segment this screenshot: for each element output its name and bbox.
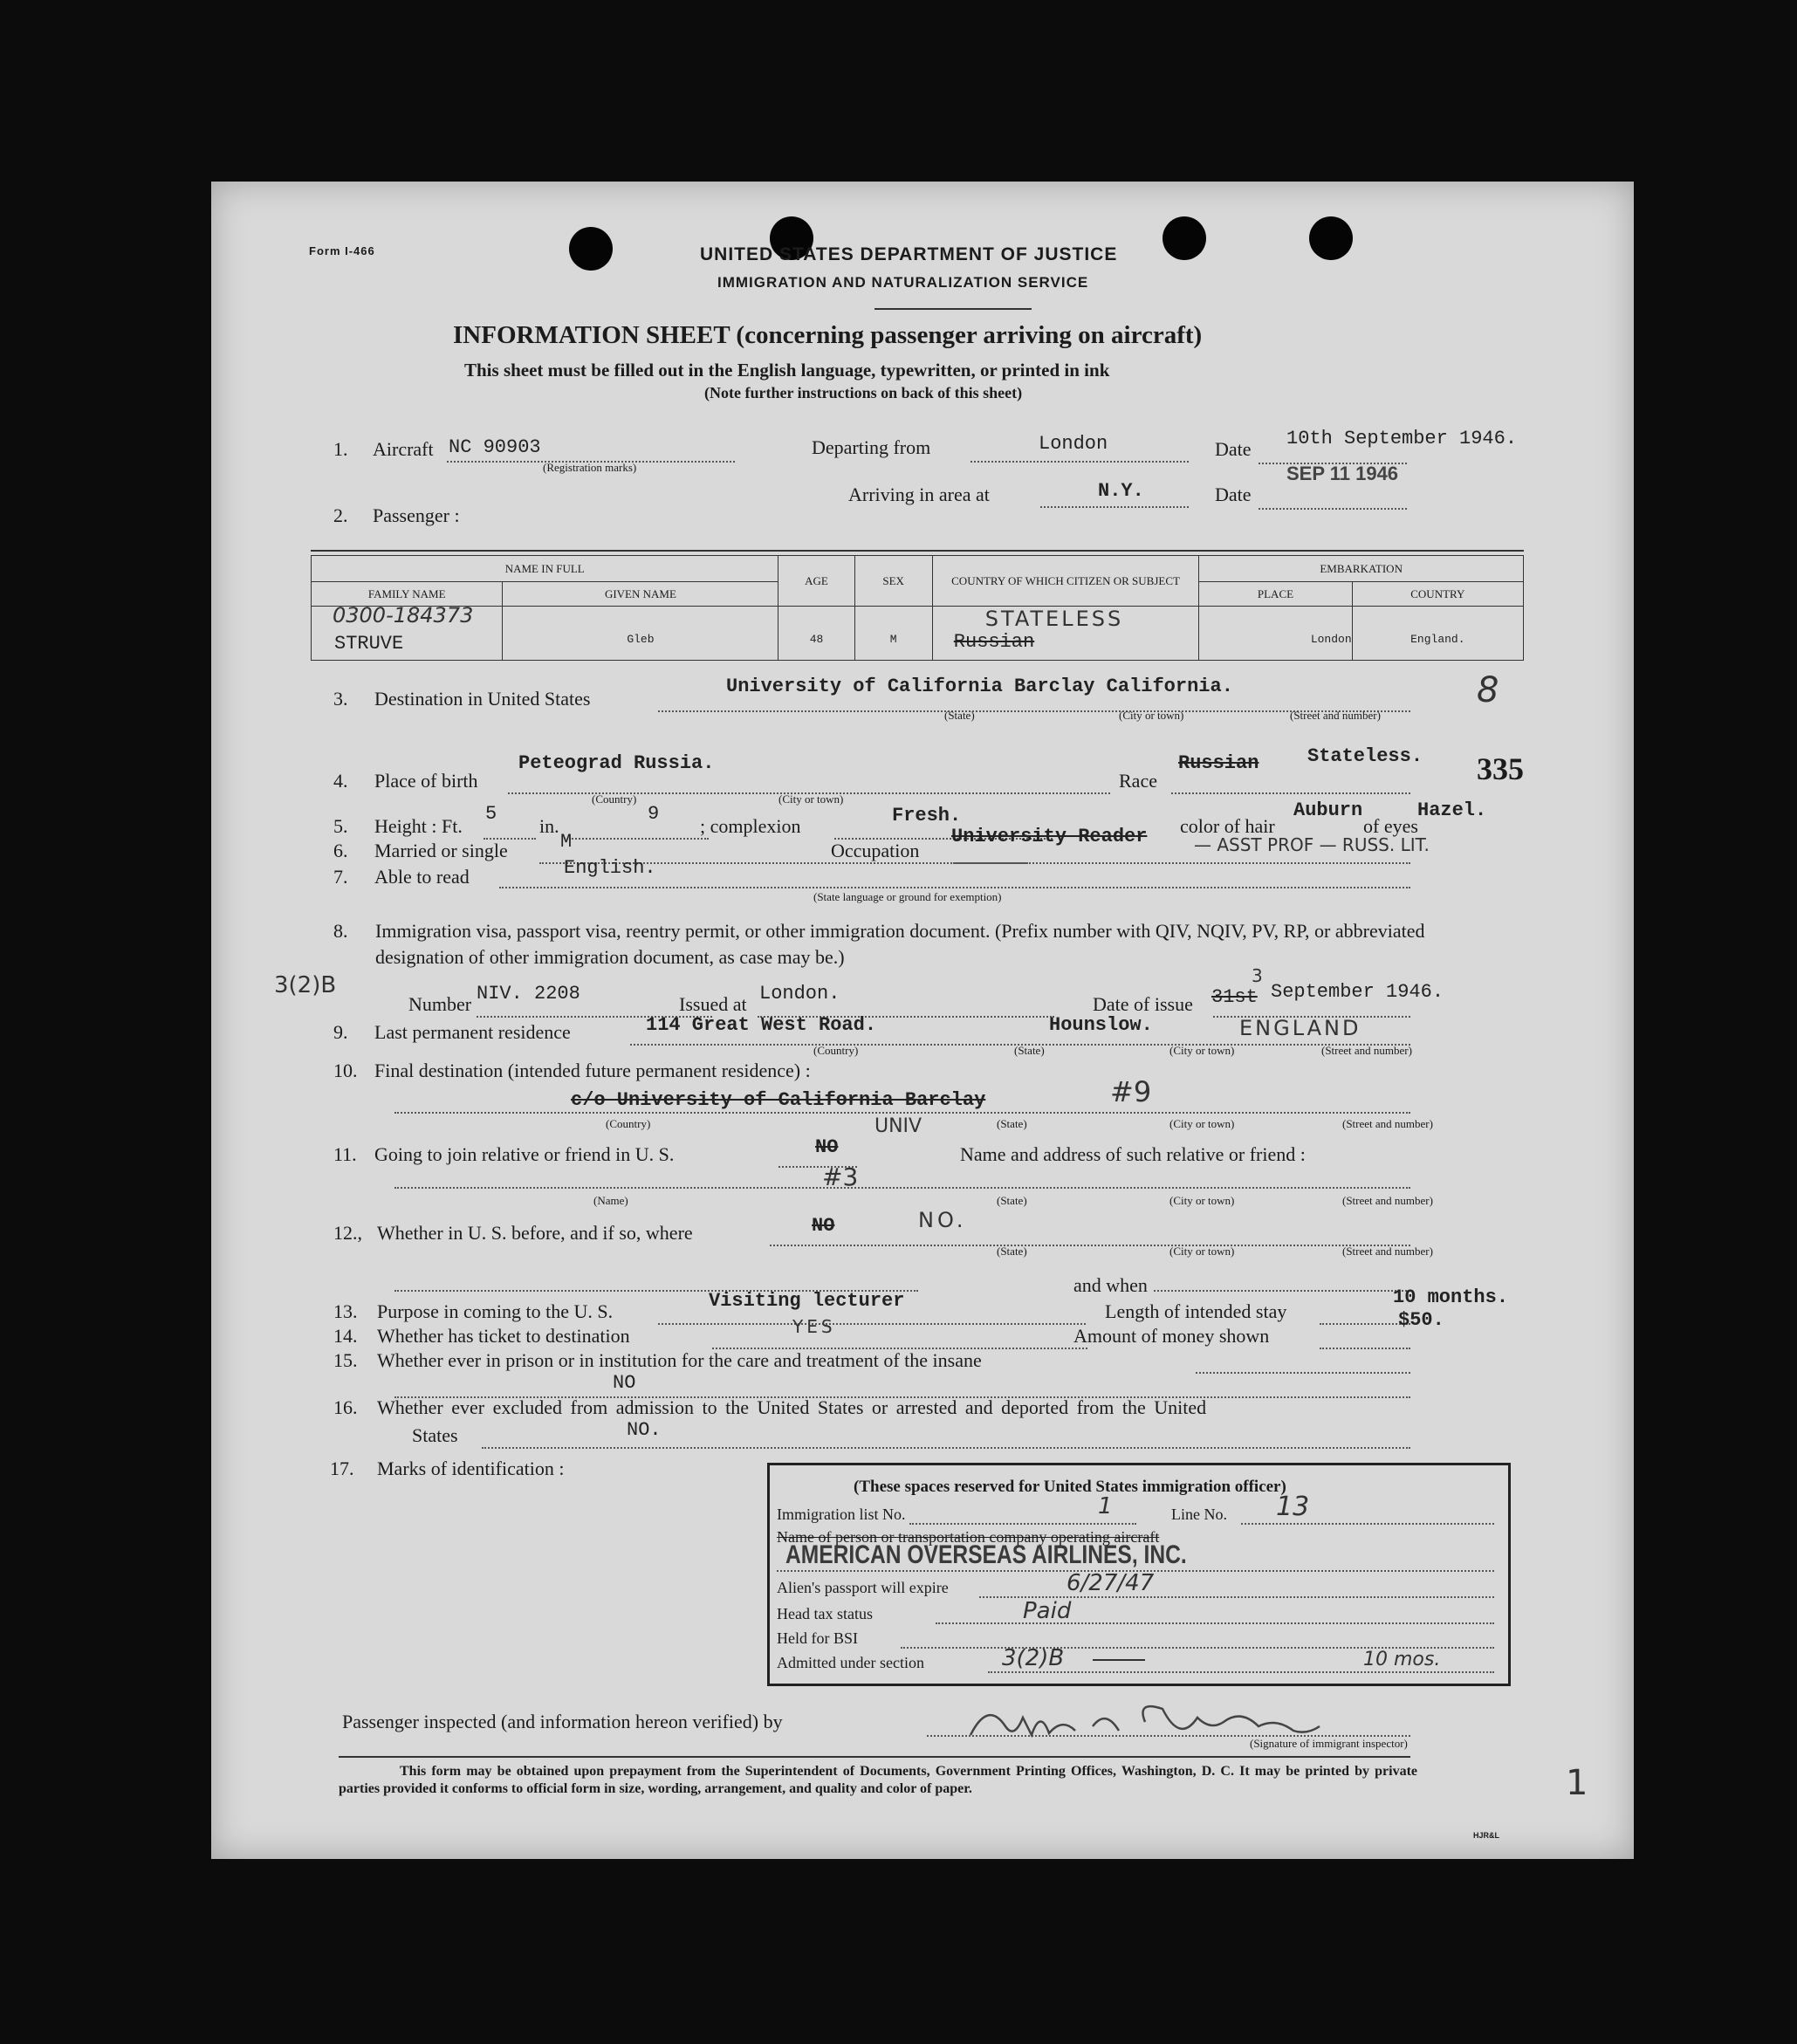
field-line [1259,508,1407,510]
issue-date-label: Date of issue [1093,993,1193,1015]
field-line [1040,506,1189,508]
caption: (City or town) [1119,709,1184,722]
race-value: Stateless. [1307,745,1423,767]
header-country: COUNTRY [1352,582,1523,607]
marks-label: Marks of identification : [377,1458,565,1479]
prison-value: NO [613,1372,636,1394]
caption: (State) [997,1194,1027,1207]
caption: (Street and number) [1321,1044,1412,1057]
item-number: 13. [333,1300,358,1322]
visa-number-label: Number [408,993,472,1015]
residence-city-value: Hounslow. [1049,1014,1153,1036]
header-family-name: FAMILY NAME [312,582,503,607]
header-embarkation: EMBARKATION [1199,556,1524,582]
passport-expire-value: 6/27/47 [1067,1570,1155,1596]
header-age: AGE [778,556,854,607]
residence-value: 114 Great West Road. [646,1014,877,1036]
side-mark: 1 [1566,1763,1588,1803]
caption: (Country) [813,1044,859,1057]
race-label: Race [1119,770,1157,792]
caption: (City or town) [1169,1245,1235,1258]
hair-label: color of hair [1180,815,1275,837]
age-value: 48 [778,607,854,661]
read-label: Able to read [374,866,470,888]
header-given-name: GIVEN NAME [503,582,778,607]
section-label: Admitted under section [777,1654,924,1671]
field-line [953,862,1410,864]
field-line [1241,1523,1494,1525]
stay-label: Length of intended stay [1105,1300,1287,1322]
punch-hole [569,227,613,271]
married-value: M [560,831,573,853]
height-inches-value: 9 [648,803,660,825]
field-line [936,1622,1494,1624]
caption: (State) [997,1245,1027,1258]
company-label: Name of person or transportation company operating aircraft [777,1528,1160,1546]
header-name-in-full: NAME IN FULL [312,556,778,582]
join-label: Going to join relative or friend in U. S. [374,1143,675,1165]
caption: (City or town) [778,792,844,806]
date-label: Date [1215,438,1252,460]
table-rule [311,550,1524,552]
field-line [658,1323,1086,1325]
purpose-label: Purpose in coming to the U. S. [377,1300,614,1322]
caption: (Country) [592,792,637,806]
inches-label: in. [539,815,559,837]
item-number: 2. [333,504,348,526]
page-title: INFORMATION SHEET (concerning passenger arriving on aircraft) [453,321,1203,349]
item-number: 4. [333,770,348,792]
caption: (Signature of immigrant inspector) [1250,1737,1408,1750]
caption: (City or town) [1169,1117,1235,1130]
caption: (Street and number) [1342,1117,1433,1130]
item-number: 10. [333,1060,358,1081]
family-name-cell [312,603,503,661]
service-line: IMMIGRATION AND NATURALIZATION SERVICE [717,274,1089,291]
item-number: 16. [333,1396,358,1418]
before-label: Whether in U. S. before, and if so, where [377,1222,693,1244]
item-number: 6. [333,840,348,861]
destination-value: University of California Barclay California. [726,676,1233,697]
residence-handwritten: ENGLAND [1239,1016,1361,1040]
birth-label: Place of birth [374,770,478,792]
ticket-value: YES [792,1316,836,1337]
aircraft-label: Aircraft [373,438,434,460]
complexion-value: Fresh. [892,805,962,827]
officer-box [767,1463,1511,1686]
item-number: 14. [333,1325,358,1347]
hair-value: Auburn [1293,799,1363,821]
before-struck: NO [812,1215,835,1237]
caption: (City or town) [1169,1044,1235,1057]
occupation-handwritten: — ASST PROF — RUSS. LIT. [1194,834,1430,855]
height-feet-value: 5 [485,803,497,825]
excluded-label-cont: States [412,1424,458,1446]
citizen-handwritten: STATELESS [984,607,1124,631]
final-destination-handwritten: #9 [1110,1075,1152,1108]
field-line [569,838,709,840]
field-line [988,1671,1494,1673]
residence-label: Last permanent residence [374,1021,571,1043]
line-number-label: Line No. [1171,1506,1227,1523]
field-line [1320,1348,1410,1349]
field-line [971,461,1189,463]
caption: (State) [997,1117,1027,1130]
date-label: Date [1215,484,1252,505]
aircraft-value: NC 90903 [449,436,541,458]
inspected-label: Passenger inspected (and information hereon verified) by [342,1711,783,1732]
section-note: 10 mos. [1363,1649,1441,1670]
birth-value: Peteograd Russia. [518,752,715,774]
family-name-value: STRUVE [334,633,404,655]
issued-at-value: London. [759,983,840,1005]
visa-label: Immigration visa, passport visa, reentry permit, or other immigration document. (Prefix number with QIV, NQIV, PV, RP, or abbreviated designation of other immigration document, as case may be.) [375,920,1425,968]
caption: (Street and number) [1342,1245,1433,1258]
item-number: 7. [333,866,348,888]
purpose-value: Visiting lecturer [709,1290,905,1312]
punch-hole [1309,216,1353,260]
list-number-label: Immigration list No. [777,1506,906,1523]
form-number: Form I-466 [309,244,375,257]
caption: (State) [944,709,975,722]
form-sheet [211,182,1634,1859]
passenger-label: Passenger : [373,504,460,526]
subtitle: This sheet must be filled out in the English language, typewritten, or printed in ink [464,360,1110,381]
footer-rule [339,1756,1410,1758]
field-line [1320,1323,1410,1325]
item-number: 15. [333,1349,358,1371]
field-line [482,1447,1410,1449]
field-line [394,1187,1410,1189]
section-value: 3(2)B [1002,1645,1065,1671]
caption: (Street and number) [1342,1194,1433,1207]
relative-friend-label: Name and address of such relative or friend : [960,1143,1306,1165]
item-number: 17. [330,1458,354,1479]
field-line [1196,1372,1410,1374]
line-number-value: 13 [1276,1492,1310,1522]
join-struck: NO [815,1136,839,1158]
file-number: 0300-184373 [333,603,474,628]
eyes-value: Hazel. [1417,799,1487,821]
country-citizen-cell [932,607,1199,661]
race-struck: Russian [1178,752,1259,774]
arriving-value: N.Y. [1098,480,1144,502]
given-name-value: Gleb [503,607,778,661]
money-label: Amount of money shown [1073,1325,1270,1347]
departing-value: London [1039,433,1108,455]
issue-date-value: September 1946. [1271,981,1444,1003]
punch-hole [1163,216,1206,260]
issued-at-label: Issued at [679,993,747,1015]
join-handwritten: UNIV [874,1115,923,1137]
printer-mark: HJR&L [1473,1831,1500,1840]
ticket-label: Whether has ticket to destination [377,1325,630,1347]
sex-value: M [854,607,932,661]
caption: (Name) [593,1194,628,1207]
item-number: 8. [333,920,348,942]
departing-label: Departing from [812,436,931,458]
eyes-label: of eyes [1363,815,1418,837]
issue-date-handwritten: 3 [1252,965,1263,986]
stay-value: 10 months. [1393,1286,1509,1308]
passport-expire-label: Alien's passport will expire [777,1579,949,1596]
passenger-table [311,555,1524,661]
caption: (Registration marks) [543,461,637,474]
visa-number-value: NIV. 2208 [477,983,580,1005]
married-label: Married or single [374,840,508,861]
arriving-label: Arriving in area at [848,484,990,505]
occupation-label: Occupation [831,840,920,861]
caption: (Country) [606,1117,651,1130]
list-number-value: 1 [1098,1493,1113,1519]
height-label: Height : Ft. [374,815,463,837]
excluded-value: NO. [627,1419,662,1441]
embark-place-value: London [1199,607,1352,661]
item-number: 5. [333,815,348,837]
field-line [770,1245,1410,1246]
header-place: PLACE [1199,582,1352,607]
issue-date-struck: 31st [1211,986,1258,1008]
join-handwritten-number: #3 [822,1163,859,1191]
head-tax-label: Head tax status [777,1605,873,1622]
margin-handwritten: 3(2)B [274,972,337,998]
code-number: 335 [1477,751,1524,786]
prison-label: Whether ever in prison or in institution for the care and treatment of the insane [377,1349,982,1371]
field-line [909,1523,1136,1525]
when-label: and when [1073,1274,1148,1296]
officer-heading: (These spaces reserved for United States immigration officer) [854,1478,1286,1496]
handwritten-mark: 8 [1477,670,1499,710]
header-sex: SEX [854,556,932,607]
field-line [499,887,1410,888]
item-number: 11. [333,1143,357,1165]
money-value: $50. [1398,1309,1444,1331]
before-handwritten: NO. [918,1208,967,1232]
destination-label: Destination in United States [374,688,591,710]
excluded-label: Whether ever excluded from admission to the United States or arrested and deported from the United [377,1396,1207,1418]
caption: (State language or ground for exemption) [813,890,1002,903]
field-line [1154,1290,1410,1292]
caption: (City or town) [1169,1194,1235,1207]
complexion-label: ; complexion [700,815,801,837]
embark-country-value: England. [1352,607,1523,661]
departure-date-value: 10th September 1946. [1286,428,1518,449]
dash-mark [1093,1659,1145,1661]
caption: (Street and number) [1290,709,1381,722]
final-destination-label: Final destination (intended future permanent residence) : [374,1060,811,1081]
head-tax-value: Paid [1023,1598,1072,1624]
item-number: 1. [333,438,348,460]
item-number: 3. [333,688,348,710]
note: (Note further instructions on back of this sheet) [704,384,1023,401]
header-country-citizen: COUNTRY OF WHICH CITIZEN OR SUBJECT [932,556,1199,607]
final-destination-value: c/o University of California Barclay [571,1089,986,1111]
company-stamp: AMERICAN OVERSEAS AIRLINES, INC. [785,1540,1187,1569]
bsi-label: Held for BSI [777,1629,858,1647]
item-number: 9. [333,1021,348,1043]
caption: (State) [1014,1044,1045,1057]
field-line [394,1112,1410,1114]
item-number: 12., [333,1222,362,1244]
department-line: UNITED STATES DEPARTMENT OF JUSTICE [700,244,1118,264]
field-line [1171,792,1410,794]
arrival-date-stamp: SEP 11 1946 [1286,463,1399,484]
citizen-struck: Russian [953,631,1035,653]
divider [874,308,1032,310]
occupation-value: University Reader [951,826,1148,847]
read-value: English. [564,857,656,879]
footer-text: This form may be obtained upon prepayment from the Superintendent of Documents, Government Printing Offices, Washington, D. C. It may be printed by private parties provided it conforms to official form in size, wording, arrangement, and quality and color of paper. [339,1764,1417,1796]
